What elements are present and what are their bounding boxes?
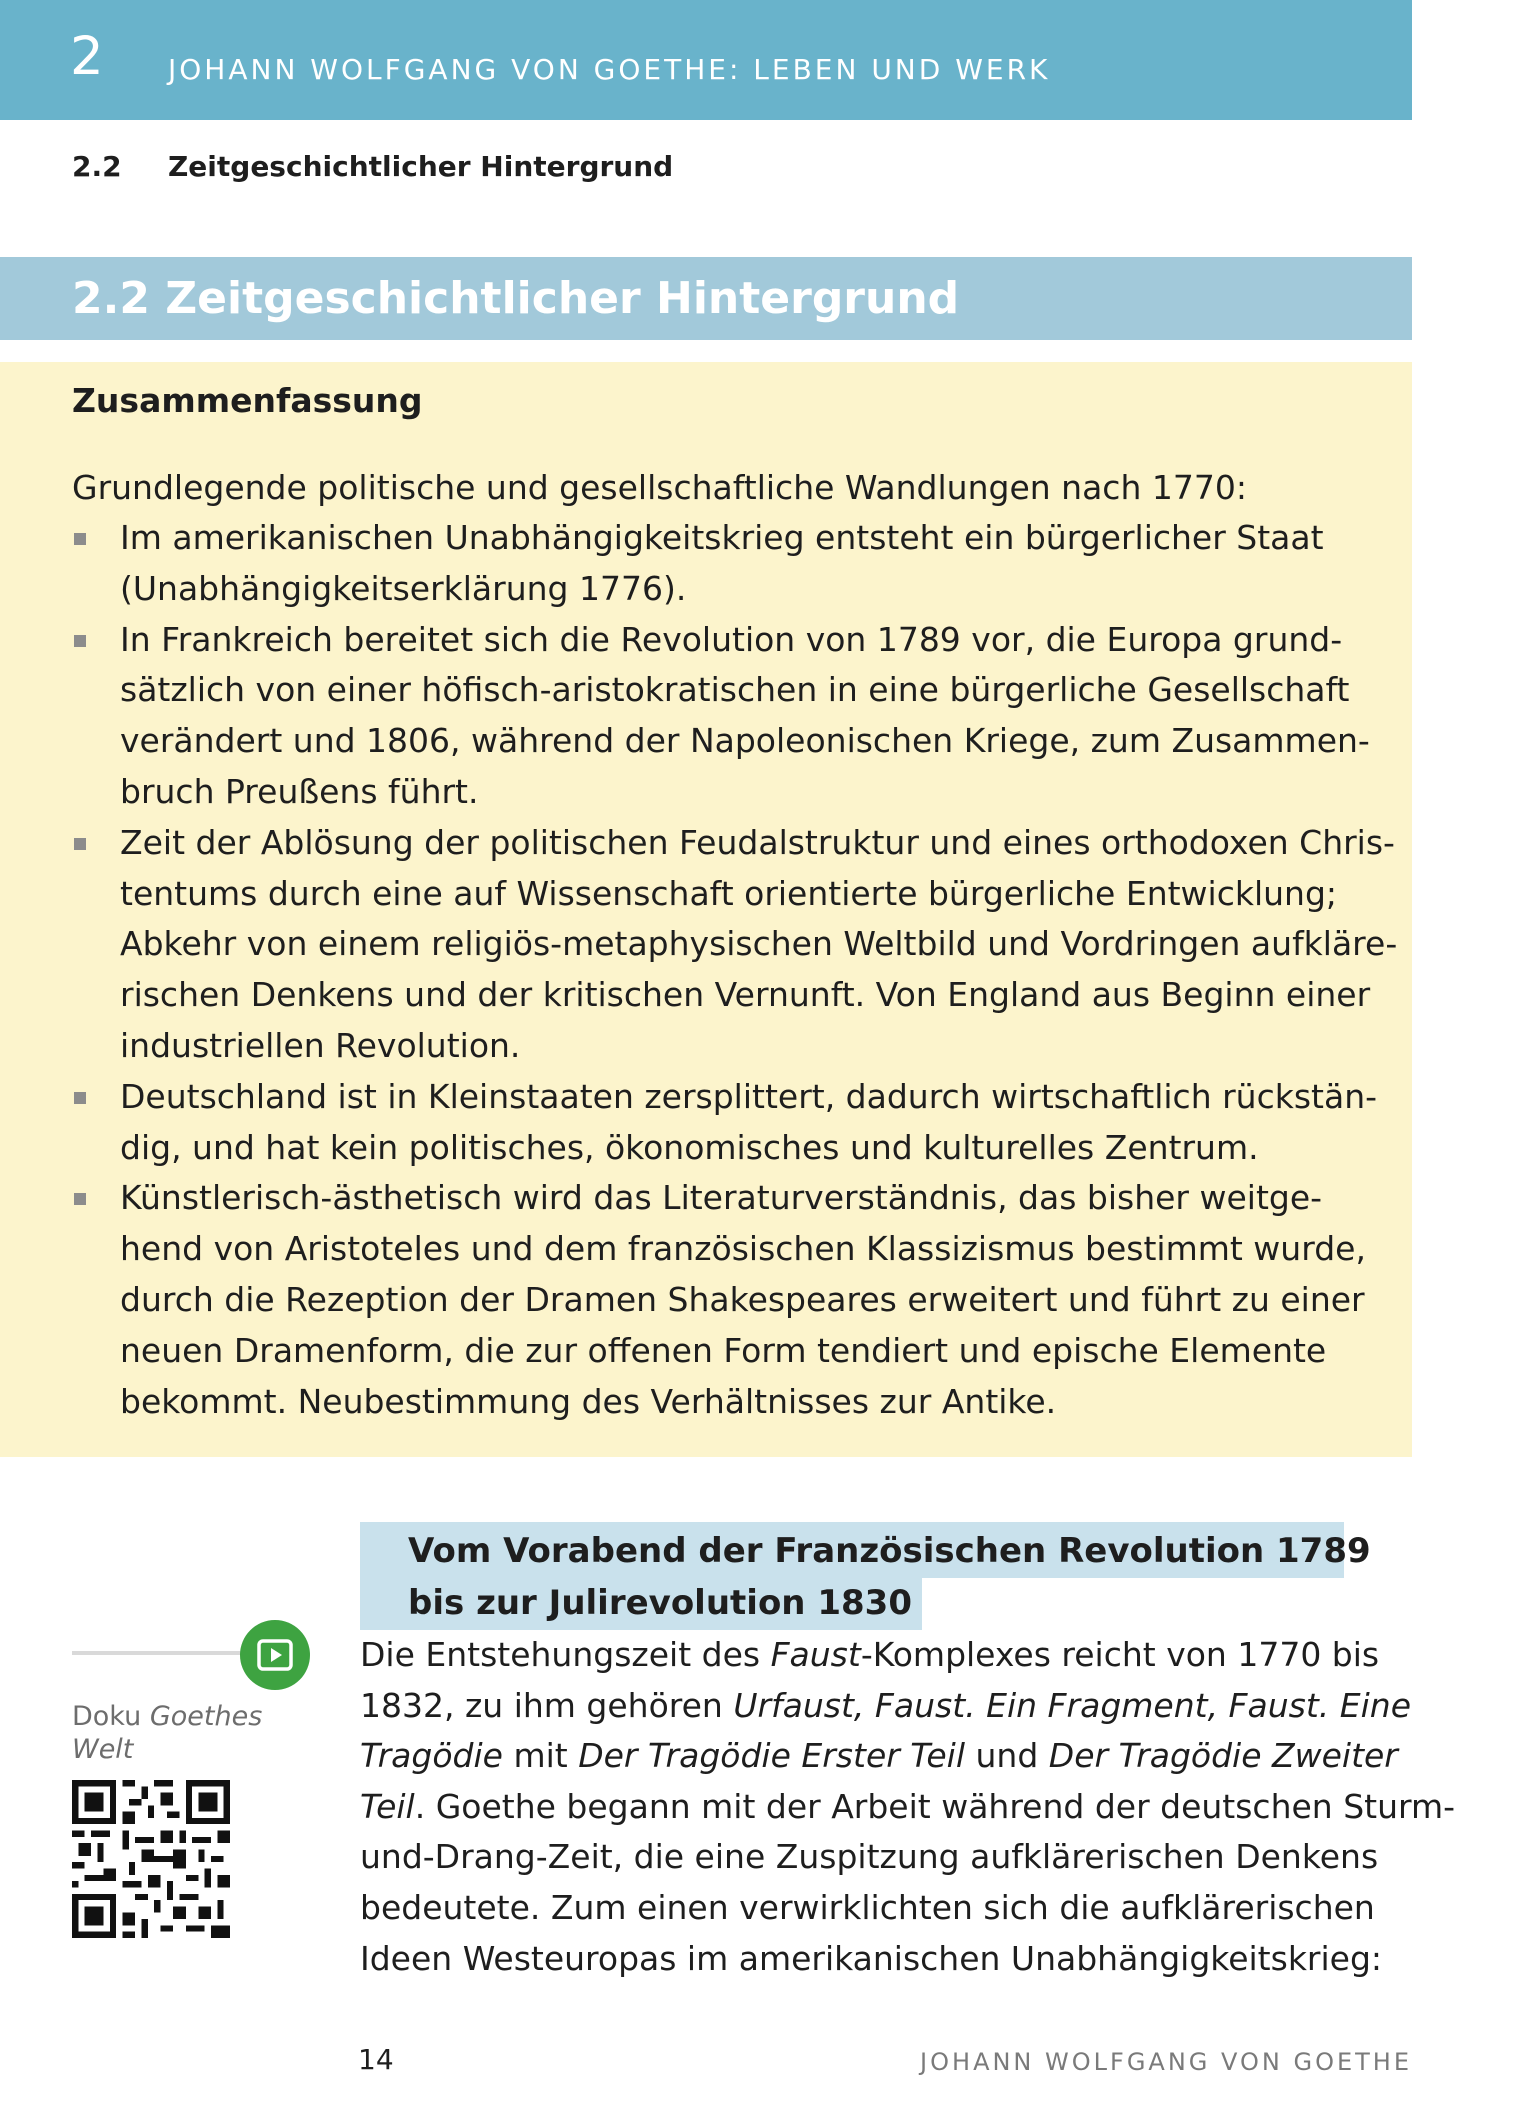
qr-code-icon[interactable]: [72, 1780, 230, 1938]
page-number: 14: [358, 2043, 394, 2076]
sidebar-divider: [72, 1651, 248, 1655]
summary-list: [120, 513, 1397, 1427]
body-paragraph: Die Entstehungszeit des Faust-Komplexes reicht von 1770 bis 1832, zu ihm gehören Urfaust, Faust. Ein Fragment, Faust. Eine Tragödie mit Der Tragödie Erster Teil und Der Tragödie Zweiter Teil. Goethe begann mit der Arbeit während der deutschen Sturm- und-Drang-Zeit, die eine Zuspitzung aufklärerischen Denkens bedeutete. Zum einen verwirklichten sich die aufklärerischen Ideen Westeuropas im amerikanischen Unabhängigkeitskrieg:: [360, 1635, 1456, 1978]
summary-item: In Frankreich bereitet sich die Revolution von 1789 vor, die Europa grund- sätzlich von einer höfisch-aristokratischen in eine bürgerliche Gesellschaft verändert und 1806, während der Napoleonischen Kriege, zum Zusammen- bruch Preußens führt.: [120, 615, 1397, 818]
subsection-title-line2: bis zur Julirevolution 1830: [408, 1583, 912, 1623]
video-link-label[interactable]: Doku Goethes Welt: [72, 1701, 263, 1765]
summary-intro: Grundlegende politische und gesellschaftliche Wandlungen nach 1770:: [72, 468, 1247, 507]
running-head-number: 2.2: [72, 150, 122, 183]
subsection-title-line1: Vom Vorabend der Französischen Revolution 1789: [408, 1531, 1371, 1571]
summary-item: Deutschland ist in Kleinstaaten zersplittert, dadurch wirtschaftlich rückstän- dig, und hat kein politisches, ökonomisches und kulturelles Zentrum.: [120, 1072, 1397, 1174]
summary-item: Im amerikanischen Unabhängigkeitskrieg entsteht ein bürgerlicher Staat (Unabhängigkeitserklärung 1776).: [120, 513, 1397, 615]
chapter-title: JOHANN WOLFGANG VON GOETHE: LEBEN UND WERK: [168, 53, 1051, 86]
section-title: 2.2 Zeitgeschichtlicher Hintergrund: [72, 273, 960, 324]
summary-item: Zeit der Ablösung der politischen Feudalstruktur und eines orthodoxen Chris- tentums durch eine auf Wissenschaft orientierte bürgerliche Entwicklung; Abkehr von einem religiös-metaphysischen Weltbild und Vordringen aufkläre- rischen Denkens und der kritischen Vernunft. Von England aus Beginn einer industriellen Revolution.: [120, 818, 1397, 1072]
summary-heading: Zusammenfassung: [72, 381, 423, 420]
running-head-title: Zeitgeschichtlicher Hintergrund: [168, 150, 674, 183]
running-head: [72, 150, 674, 183]
play-video-icon[interactable]: [240, 1620, 310, 1690]
footer-title: JOHANN WOLFGANG VON GOETHE: [920, 2048, 1412, 2076]
summary-item: Künstlerisch-ästhetisch wird das Literaturverständnis, das bisher weitge- hend von Aristoteles und dem französischen Klassizismus bestimmt wurde, durch die Rezeption der Dramen Shakespeares erweitert und führt zu einer neuen Dramenform, die zur offenen Form tendiert und epische Elemente bekommt. Neubestimmung des Verhältnisses zur Antike.: [120, 1173, 1397, 1427]
video-frame-icon: [257, 1639, 293, 1671]
chapter-number: 2: [70, 26, 104, 87]
